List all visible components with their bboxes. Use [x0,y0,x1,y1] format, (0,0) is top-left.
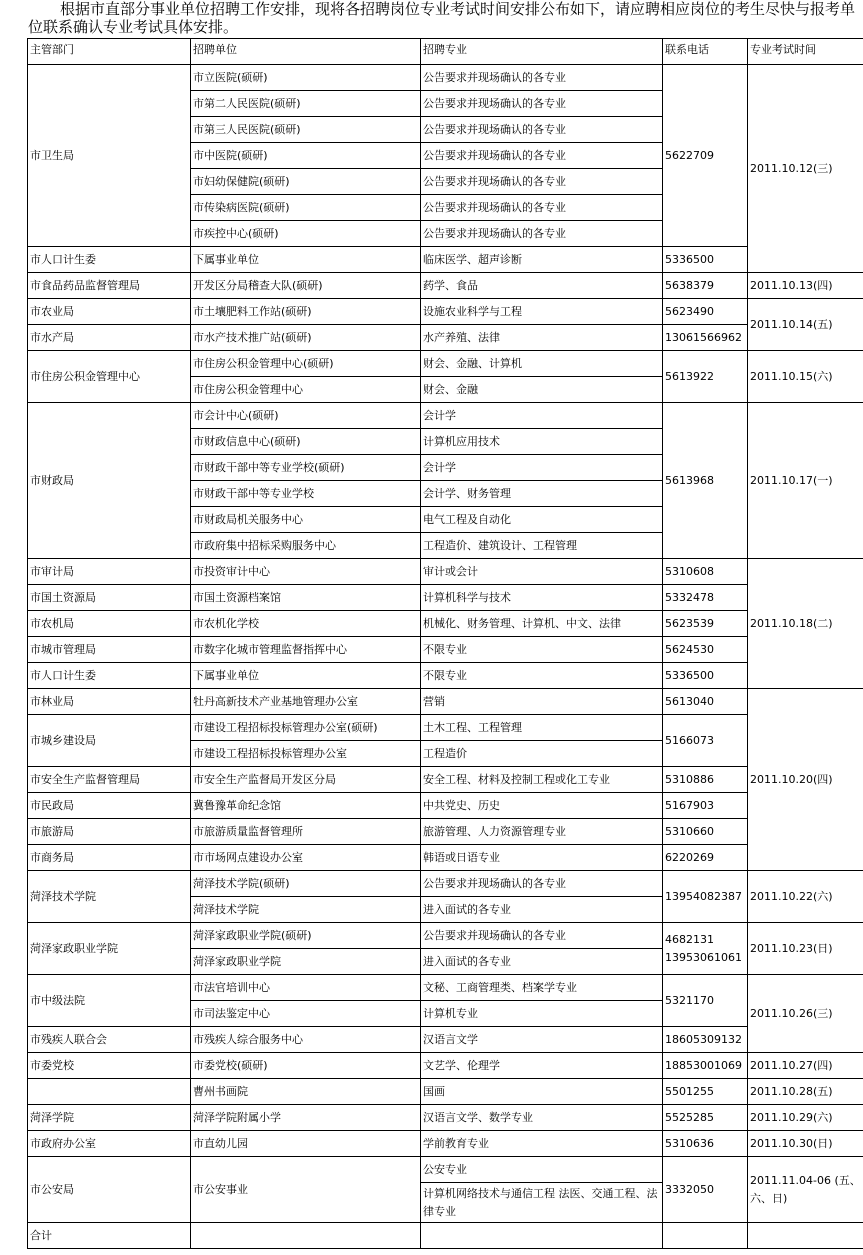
major-cell: 计算机网络技术与通信工程 法医、交通工程、法律专业 [421,1183,663,1223]
department-cell: 市商务局 [28,845,191,871]
major-cell: 财会、金融、计算机 [421,351,663,377]
unit-cell: 菏泽家政职业学院 [191,949,421,975]
table-row [28,273,863,299]
unit-cell: 市财政干部中等专业学校(硕研) [191,455,421,481]
major-cell: 会计学 [421,403,663,429]
exam-time-cell: 2011.10.28(五) [748,1079,863,1105]
major-cell: 韩语或日语专业 [421,845,663,871]
department-cell: 市残疾人联合会 [28,1027,191,1053]
header-exam-time: 专业考试时间 [748,39,863,65]
phone-cell: 5613968 [663,403,748,559]
table-row [28,247,863,273]
exam-time-cell: 2011.10.14(五) [748,299,863,351]
unit-cell: 市妇幼保健院(硕研) [191,169,421,195]
table-row [28,975,863,1001]
unit-cell: 下属事业单位 [191,247,421,273]
exam-time-cell: 2011.10.17(一) [748,403,863,559]
unit-cell: 市立医院(硕研) [191,65,421,91]
major-cell: 电气工程及自动化 [421,507,663,533]
phone-cell: 5310660 [663,819,748,845]
phone-cell: 18605309132 [663,1027,748,1053]
major-cell: 公告要求并现场确认的各专业 [421,143,663,169]
table-row [28,325,863,351]
unit-cell: 市直幼儿园 [191,1131,421,1157]
department-cell: 合计 [28,1223,191,1249]
department-cell: 市林业局 [28,689,191,715]
major-cell: 公告要求并现场确认的各专业 [421,91,663,117]
unit-cell: 市数字化城市管理监督指挥中心 [191,637,421,663]
department-cell: 市公安局 [28,1157,191,1223]
major-cell: 公告要求并现场确认的各专业 [421,923,663,949]
major-cell: 水产养殖、法律 [421,325,663,351]
table-row [28,299,863,325]
major-cell: 机械化、财务管理、计算机、中文、法律 [421,611,663,637]
unit-cell: 市第二人民医院(硕研) [191,91,421,117]
phone-cell: 5310608 [663,559,748,585]
exam-schedule-table [27,38,863,1249]
unit-cell: 牡丹高新技术产业基地管理办公室 [191,689,421,715]
header-phone: 联系电话 [663,39,748,65]
phone-cell: 5310636 [663,1131,748,1157]
department-cell: 菏泽技术学院 [28,871,191,923]
table-row [28,663,863,689]
major-cell: 计算机应用技术 [421,429,663,455]
unit-cell: 曹州书画院 [191,1079,421,1105]
exam-time-cell: 2011.10.12(三) [748,65,863,273]
phone-cell: 5336500 [663,247,748,273]
table-row [28,65,863,91]
unit-cell: 市建设工程招标投标管理办公室(硕研) [191,715,421,741]
department-cell: 市委党校 [28,1053,191,1079]
major-cell: 进入面试的各专业 [421,949,663,975]
table-row [28,689,863,715]
major-cell: 文秘、工商管理类、档案学专业 [421,975,663,1001]
department-cell: 市城市管理局 [28,637,191,663]
department-cell: 菏泽学院 [28,1105,191,1131]
table-row [28,637,863,663]
phone-cell: 5623539 [663,611,748,637]
unit-cell: 下属事业单位 [191,663,421,689]
unit-cell: 市财政局机关服务中心 [191,507,421,533]
header-department: 主管部门 [28,39,191,65]
phone-cell: 5310886 [663,767,748,793]
table-row [28,585,863,611]
unit-cell [191,1223,421,1249]
exam-time-cell: 2011.10.18(二) [748,559,863,689]
phone-cell: 5332478 [663,585,748,611]
major-cell: 公告要求并现场确认的各专业 [421,65,663,91]
department-cell: 市财政局 [28,403,191,559]
table-row [28,845,863,871]
exam-time-cell: 2011.10.23(日) [748,923,863,975]
phone-cell: 5166073 [663,715,748,767]
major-cell: 旅游管理、人力资源管理专业 [421,819,663,845]
unit-cell: 市公安事业 [191,1157,421,1223]
department-cell: 市人口计生委 [28,247,191,273]
unit-cell: 市住房公积金管理中心 [191,377,421,403]
unit-cell: 市旅游质量监督管理所 [191,819,421,845]
table-row [28,1053,863,1079]
exam-time-cell: 2011.11.04-06 (五、六、日) [748,1157,863,1223]
unit-cell: 菏泽技术学院 [191,897,421,923]
department-cell: 市国土资源局 [28,585,191,611]
table-row [28,871,863,897]
major-cell: 审计或会计 [421,559,663,585]
department-cell: 市食品药品监督管理局 [28,273,191,299]
major-cell: 公告要求并现场确认的各专业 [421,117,663,143]
unit-cell: 市投资审计中心 [191,559,421,585]
table-row [28,351,863,377]
phone-cell: 4682131 13953061061 [663,923,748,975]
major-cell: 安全工程、材料及控制工程或化工专业 [421,767,663,793]
exam-time-cell: 2011.10.30(日) [748,1131,863,1157]
unit-cell: 市第三人民医院(硕研) [191,117,421,143]
department-cell: 市城乡建设局 [28,715,191,767]
department-cell: 市旅游局 [28,819,191,845]
unit-cell: 市残疾人综合服务中心 [191,1027,421,1053]
department-cell: 市水产局 [28,325,191,351]
major-cell: 会计学 [421,455,663,481]
unit-cell: 市财政信息中心(硕研) [191,429,421,455]
table-row [28,923,863,949]
unit-cell: 市水产技术推广站(硕研) [191,325,421,351]
department-cell: 市卫生局 [28,65,191,247]
phone-cell: 5638379 [663,273,748,299]
major-cell: 财会、金融 [421,377,663,403]
department-cell: 市住房公积金管理中心 [28,351,191,403]
major-cell: 临床医学、超声诊断 [421,247,663,273]
unit-cell: 市司法鉴定中心 [191,1001,421,1027]
department-cell: 市安全生产监督管理局 [28,767,191,793]
major-cell: 汉语言文学 [421,1027,663,1053]
exam-time-cell: 2011.10.26(三) [748,975,863,1053]
phone-cell: 13954082387 [663,871,748,923]
phone-cell: 5613040 [663,689,748,715]
phone-cell: 5624530 [663,637,748,663]
intro-paragraph [28,0,863,36]
table-row [28,1027,863,1053]
department-cell: 市农机局 [28,611,191,637]
unit-cell: 市建设工程招标投标管理办公室 [191,741,421,767]
department-cell [28,1079,191,1105]
exam-time-cell [748,1223,863,1249]
phone-cell: 5167903 [663,793,748,819]
phone-cell: 6220269 [663,845,748,871]
major-cell: 工程造价 [421,741,663,767]
department-cell: 市中级法院 [28,975,191,1027]
phone-cell: 5336500 [663,663,748,689]
table-row [28,767,863,793]
unit-cell: 市土壤肥料工作站(硕研) [191,299,421,325]
unit-cell: 市财政干部中等专业学校 [191,481,421,507]
header-major: 招聘专业 [421,39,663,65]
major-cell: 公告要求并现场确认的各专业 [421,169,663,195]
unit-cell: 市市场网点建设办公室 [191,845,421,871]
department-cell: 市政府办公室 [28,1131,191,1157]
table-row [28,559,863,585]
phone-cell: 5613922 [663,351,748,403]
table-row [28,403,863,429]
unit-cell: 市会计中心(硕研) [191,403,421,429]
table-row [28,1131,863,1157]
exam-time-cell: 2011.10.13(四) [748,273,863,299]
major-cell: 药学、食品 [421,273,663,299]
unit-cell: 市法官培训中心 [191,975,421,1001]
phone-cell: 3332050 [663,1157,748,1223]
major-cell: 进入面试的各专业 [421,897,663,923]
table-row [28,1079,863,1105]
major-cell: 公安专业 [421,1157,663,1183]
intro-text: 根据市直部分事业单位招聘工作安排，现将各招聘岗位专业考试时间安排公布如下，请应聘相应岗位的考生尽快与报考单位联系确认专业考试具体安排。 [28,0,856,36]
major-cell: 汉语言文学、数学专业 [421,1105,663,1131]
major-cell [421,1223,663,1249]
exam-time-cell: 2011.10.29(六) [748,1105,863,1131]
table-row [28,611,863,637]
table-row [28,819,863,845]
table-row [28,1157,863,1183]
unit-cell: 市传染病医院(硕研) [191,195,421,221]
unit-cell: 市农机化学校 [191,611,421,637]
phone-cell: 5525285 [663,1105,748,1131]
unit-cell: 市委党校(硕研) [191,1053,421,1079]
major-cell: 国画 [421,1079,663,1105]
unit-cell: 市政府集中招标采购服务中心 [191,533,421,559]
phone-cell: 5501255 [663,1079,748,1105]
table-header-row [28,39,863,65]
department-cell: 市人口计生委 [28,663,191,689]
major-cell: 不限专业 [421,663,663,689]
phone-cell: 5622709 [663,65,748,247]
table-row [28,793,863,819]
exam-time-cell: 2011.10.15(六) [748,351,863,403]
unit-cell: 市国土资源档案馆 [191,585,421,611]
major-cell: 设施农业科学与工程 [421,299,663,325]
exam-time-cell: 2011.10.22(六) [748,871,863,923]
major-cell: 学前教育专业 [421,1131,663,1157]
major-cell: 公告要求并现场确认的各专业 [421,195,663,221]
unit-cell: 市中医院(硕研) [191,143,421,169]
major-cell: 中共党史、历史 [421,793,663,819]
unit-cell: 冀鲁豫革命纪念馆 [191,793,421,819]
major-cell: 文艺学、伦理学 [421,1053,663,1079]
department-cell: 市审计局 [28,559,191,585]
department-cell: 市民政局 [28,793,191,819]
unit-cell: 市住房公积金管理中心(硕研) [191,351,421,377]
unit-cell: 菏泽技术学院(硕研) [191,871,421,897]
major-cell: 计算机专业 [421,1001,663,1027]
major-cell: 公告要求并现场确认的各专业 [421,221,663,247]
unit-cell: 菏泽家政职业学院(硕研) [191,923,421,949]
exam-time-cell: 2011.10.27(四) [748,1053,863,1079]
unit-cell: 菏泽学院附属小学 [191,1105,421,1131]
phone-cell: 18853001069 [663,1053,748,1079]
unit-cell: 市安全生产监督局开发区分局 [191,767,421,793]
table-row [28,1105,863,1131]
unit-cell: 开发区分局稽查大队(硕研) [191,273,421,299]
header-unit: 招聘单位 [191,39,421,65]
phone-cell: 13061566962 [663,325,748,351]
department-cell: 市农业局 [28,299,191,325]
unit-cell: 市疾控中心(硕研) [191,221,421,247]
major-cell: 工程造价、建筑设计、工程管理 [421,533,663,559]
major-cell: 营销 [421,689,663,715]
department-cell: 菏泽家政职业学院 [28,923,191,975]
phone-cell [663,1223,748,1249]
major-cell: 计算机科学与技术 [421,585,663,611]
phone-cell: 5623490 [663,299,748,325]
table-row [28,715,863,741]
major-cell: 公告要求并现场确认的各专业 [421,871,663,897]
table-row [28,1223,863,1249]
phone-cell: 5321170 [663,975,748,1027]
major-cell: 不限专业 [421,637,663,663]
major-cell: 会计学、财务管理 [421,481,663,507]
major-cell: 土木工程、工程管理 [421,715,663,741]
exam-time-cell: 2011.10.20(四) [748,689,863,871]
